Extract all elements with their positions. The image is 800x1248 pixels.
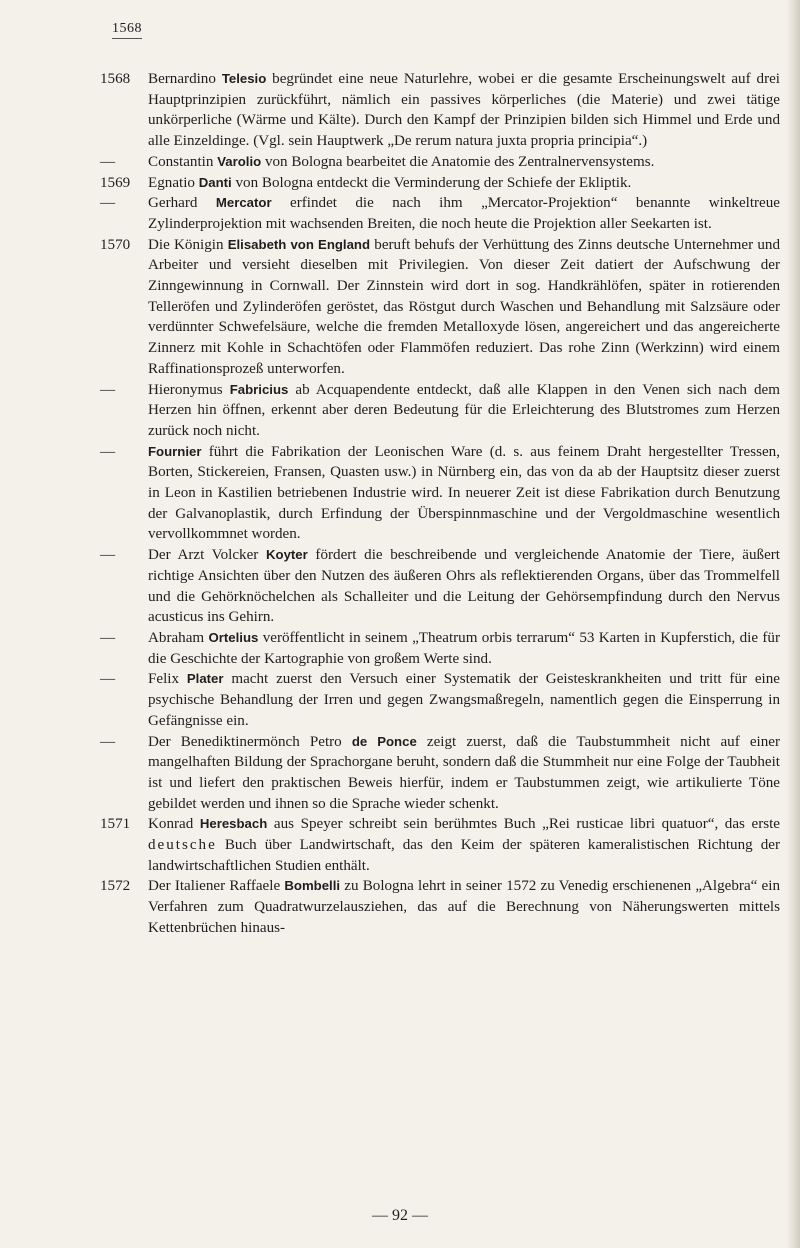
entry-text: Egnatio Danti von Bologna entdeckt die Verminderung der Schiefe der Ekliptik. <box>148 174 632 191</box>
person-name: Ortelius <box>208 629 259 645</box>
entry-text: Die Königin Elisabeth von England beruft behufs der Verhüttung des Zinns deutsche Unternehmer und Arbeiter und versieht dieselben mit Privilegien. Von dieser Zeit datiert der Aufschwung der Zinngewinnung in Cornwall. Der Zinnstein wird dort in sog. Handkrählöfen, später in rotierenden Telleröfen und Zylinderöfen geröstet, das Röstgut durch Waschen und Behandlung mit Salzsäure oder verdünnter Schwefelsäure, welche die fremden Metalloxyde lösen, angereichert und das angereicherte Zinnerz mit Kohle in Schachtöfen oder Flammöfen reduziert. Das rohe Zinn (Werkzinn) wird einem Raffinationsprozeß unterworfen. <box>148 236 780 377</box>
person-name: Bombelli <box>284 878 341 894</box>
person-name: Koyter <box>265 547 308 563</box>
person-name: Heresbach <box>199 816 268 832</box>
entry-text: Fournier führt die Fabrikation der Leonischen Ware (d. s. aus feinem Draht hergestellter Tressen, Borten, Stickereien, Fransen, Quasten usw.) in Nürnberg ein, das von da ab der Hauptsitz dieser zuerst in Leon in Kastilien betriebenen Industrie wird. In neuerer Zeit ist diese Fabrikation durch Benutzung der Galvanoplastik, durch Erfindung der Überspinnmaschine und der Vergoldmaschine wesentlich vervollkommnet worden. <box>148 443 780 543</box>
entry-heresbach <box>100 814 780 876</box>
page-number: — 92 — <box>372 1207 428 1224</box>
entry-year: 1571 <box>100 816 131 833</box>
entry-year: — <box>100 671 116 688</box>
entry-year: 1569 <box>100 174 131 191</box>
entry-year: — <box>100 443 116 460</box>
entry-year: — <box>100 733 116 750</box>
person-name: de Ponce <box>351 733 417 749</box>
entry-year: — <box>100 195 116 212</box>
running-head: 1568 <box>112 20 142 39</box>
entry-year: — <box>100 153 116 170</box>
person-name: Telesio <box>221 71 267 86</box>
person-name: Danti <box>198 174 232 190</box>
entry-elisabeth <box>100 235 780 380</box>
entry-text: Constantin Varolio von Bologna bearbeitet die Anatomie des Zentralnervensystems. <box>148 153 655 170</box>
entry-koyter <box>100 545 780 628</box>
entry-year: — <box>100 629 116 646</box>
entry-text: Konrad Heresbach aus Speyer schreibt sein berühmtes Buch „Rei rusticae libri quatuor“, das erste deutsche Buch über Landwirtschaft, das den Keim der späteren kameralistischen Richtung der landwirtschaftlichen Studien enthält. <box>148 816 780 874</box>
entry-year: 1568 <box>100 71 131 87</box>
entry-fabricius <box>100 380 780 442</box>
emphasis-spaced: deutsche <box>148 837 217 854</box>
entry-ortelius <box>100 628 780 669</box>
entry-varolio <box>100 152 780 173</box>
entry-text: Abraham Ortelius veröffentlicht in seinem „Theatrum orbis terrarum“ 53 Karten in Kupferstich, die für die Geschichte der Kartographie von großem Werte sind. <box>148 629 781 667</box>
entry-de-ponce <box>100 732 780 815</box>
person-name: Elisabeth von England <box>227 236 371 252</box>
entry-text: Hieronymus Fabricius ab Acquapendente entdeckt, daß alle Klappen in den Venen sich nach dem Herzen hin öffnen, erkennt aber deren Bedeutung für die Erleichterung des Blutstromes zum Herzen zurück noch nicht. <box>148 381 780 439</box>
chronology-entries <box>100 69 780 939</box>
person-name: Plater <box>186 671 224 687</box>
person-name: Fournier <box>148 443 202 459</box>
person-name: Fabricius <box>229 381 289 397</box>
entry-bombelli <box>100 876 780 938</box>
entry-year: — <box>100 381 116 398</box>
entry-danti <box>100 173 780 194</box>
entry-fournier <box>100 442 780 546</box>
entry-telesio <box>100 69 780 152</box>
person-name: Varolio <box>217 153 262 169</box>
entry-plater <box>100 669 780 731</box>
entry-mercator <box>100 193 780 234</box>
entry-text: Felix Plater macht zuerst den Versuch einer Systematik der Geisteskrankheiten und tritt für eine psychische Behandlung der Irren und gegen Zwangsmaßregeln, namentlich gegen die Einsperrung in Gefängnisse ein. <box>148 671 780 729</box>
entry-text: Bernardino Telesio begründet eine neue Naturlehre, wobei er die gesamte Erscheinungswelt auf drei Hauptprinzipien zurückführt, nämlich ein passives körperliches (die Materie) und zwei tätige unkörperliche (Wärme und Kälte). Durch den Kampf der Prinzipien bilden sich Himmel und Erde und alle Einzeldinge. (Vgl. sein Hauptwerk „De rerum natura juxta propria principia“.) <box>148 71 780 150</box>
page-edge-shadow <box>786 0 800 1248</box>
entry-text: Der Italiener Raffaele Bombelli zu Bologna lehrt in seiner 1572 zu Venedig erschienenen „Algebra“ ein Verfahren zum Quadratwurzelausziehen, das auf die Berechnung von Näherungswerten mittels Kettenbrüchen hinaus- <box>148 878 780 936</box>
entry-year: — <box>100 547 116 564</box>
entry-text: Der Arzt Volcker Koyter fördert die beschreibende und vergleichende Anatomie der Tiere, äußert richtige Ansichten über den Nutzen des äußeren Ohrs als reflektierenden Organs, über das Trommelfell und die Gehörknöchelchen als Schalleiter und die Leitung der Gehörsempfindung durch den Nervus acusticus ins Gehirn. <box>148 547 780 626</box>
entry-year: 1572 <box>100 878 131 895</box>
entry-year: 1570 <box>100 236 131 253</box>
person-name: Mercator <box>215 195 272 211</box>
entry-text: Der Benediktinermönch Petro de Ponce zeigt zuerst, daß die Taubstummheit nicht auf einer mangelhaften Bildung der Sprachorgane beruht, sondern daß die Stummheit nur eine Folge der Taubheit ist und liefert den praktischen Beweis hierfür, indem er Taubstummen zeigt, wie artikulierte Töne gebildet werden und ihnen so die Sprache wieder schenkt. <box>148 733 780 812</box>
entry-text: Gerhard Mercator erfindet die nach ihm „Mercator-Projektion“ benannte winkeltreue Zylinderprojektion mit wachsenden Breiten, die noch heute die Projektion aller Seekarten ist. <box>148 195 781 232</box>
